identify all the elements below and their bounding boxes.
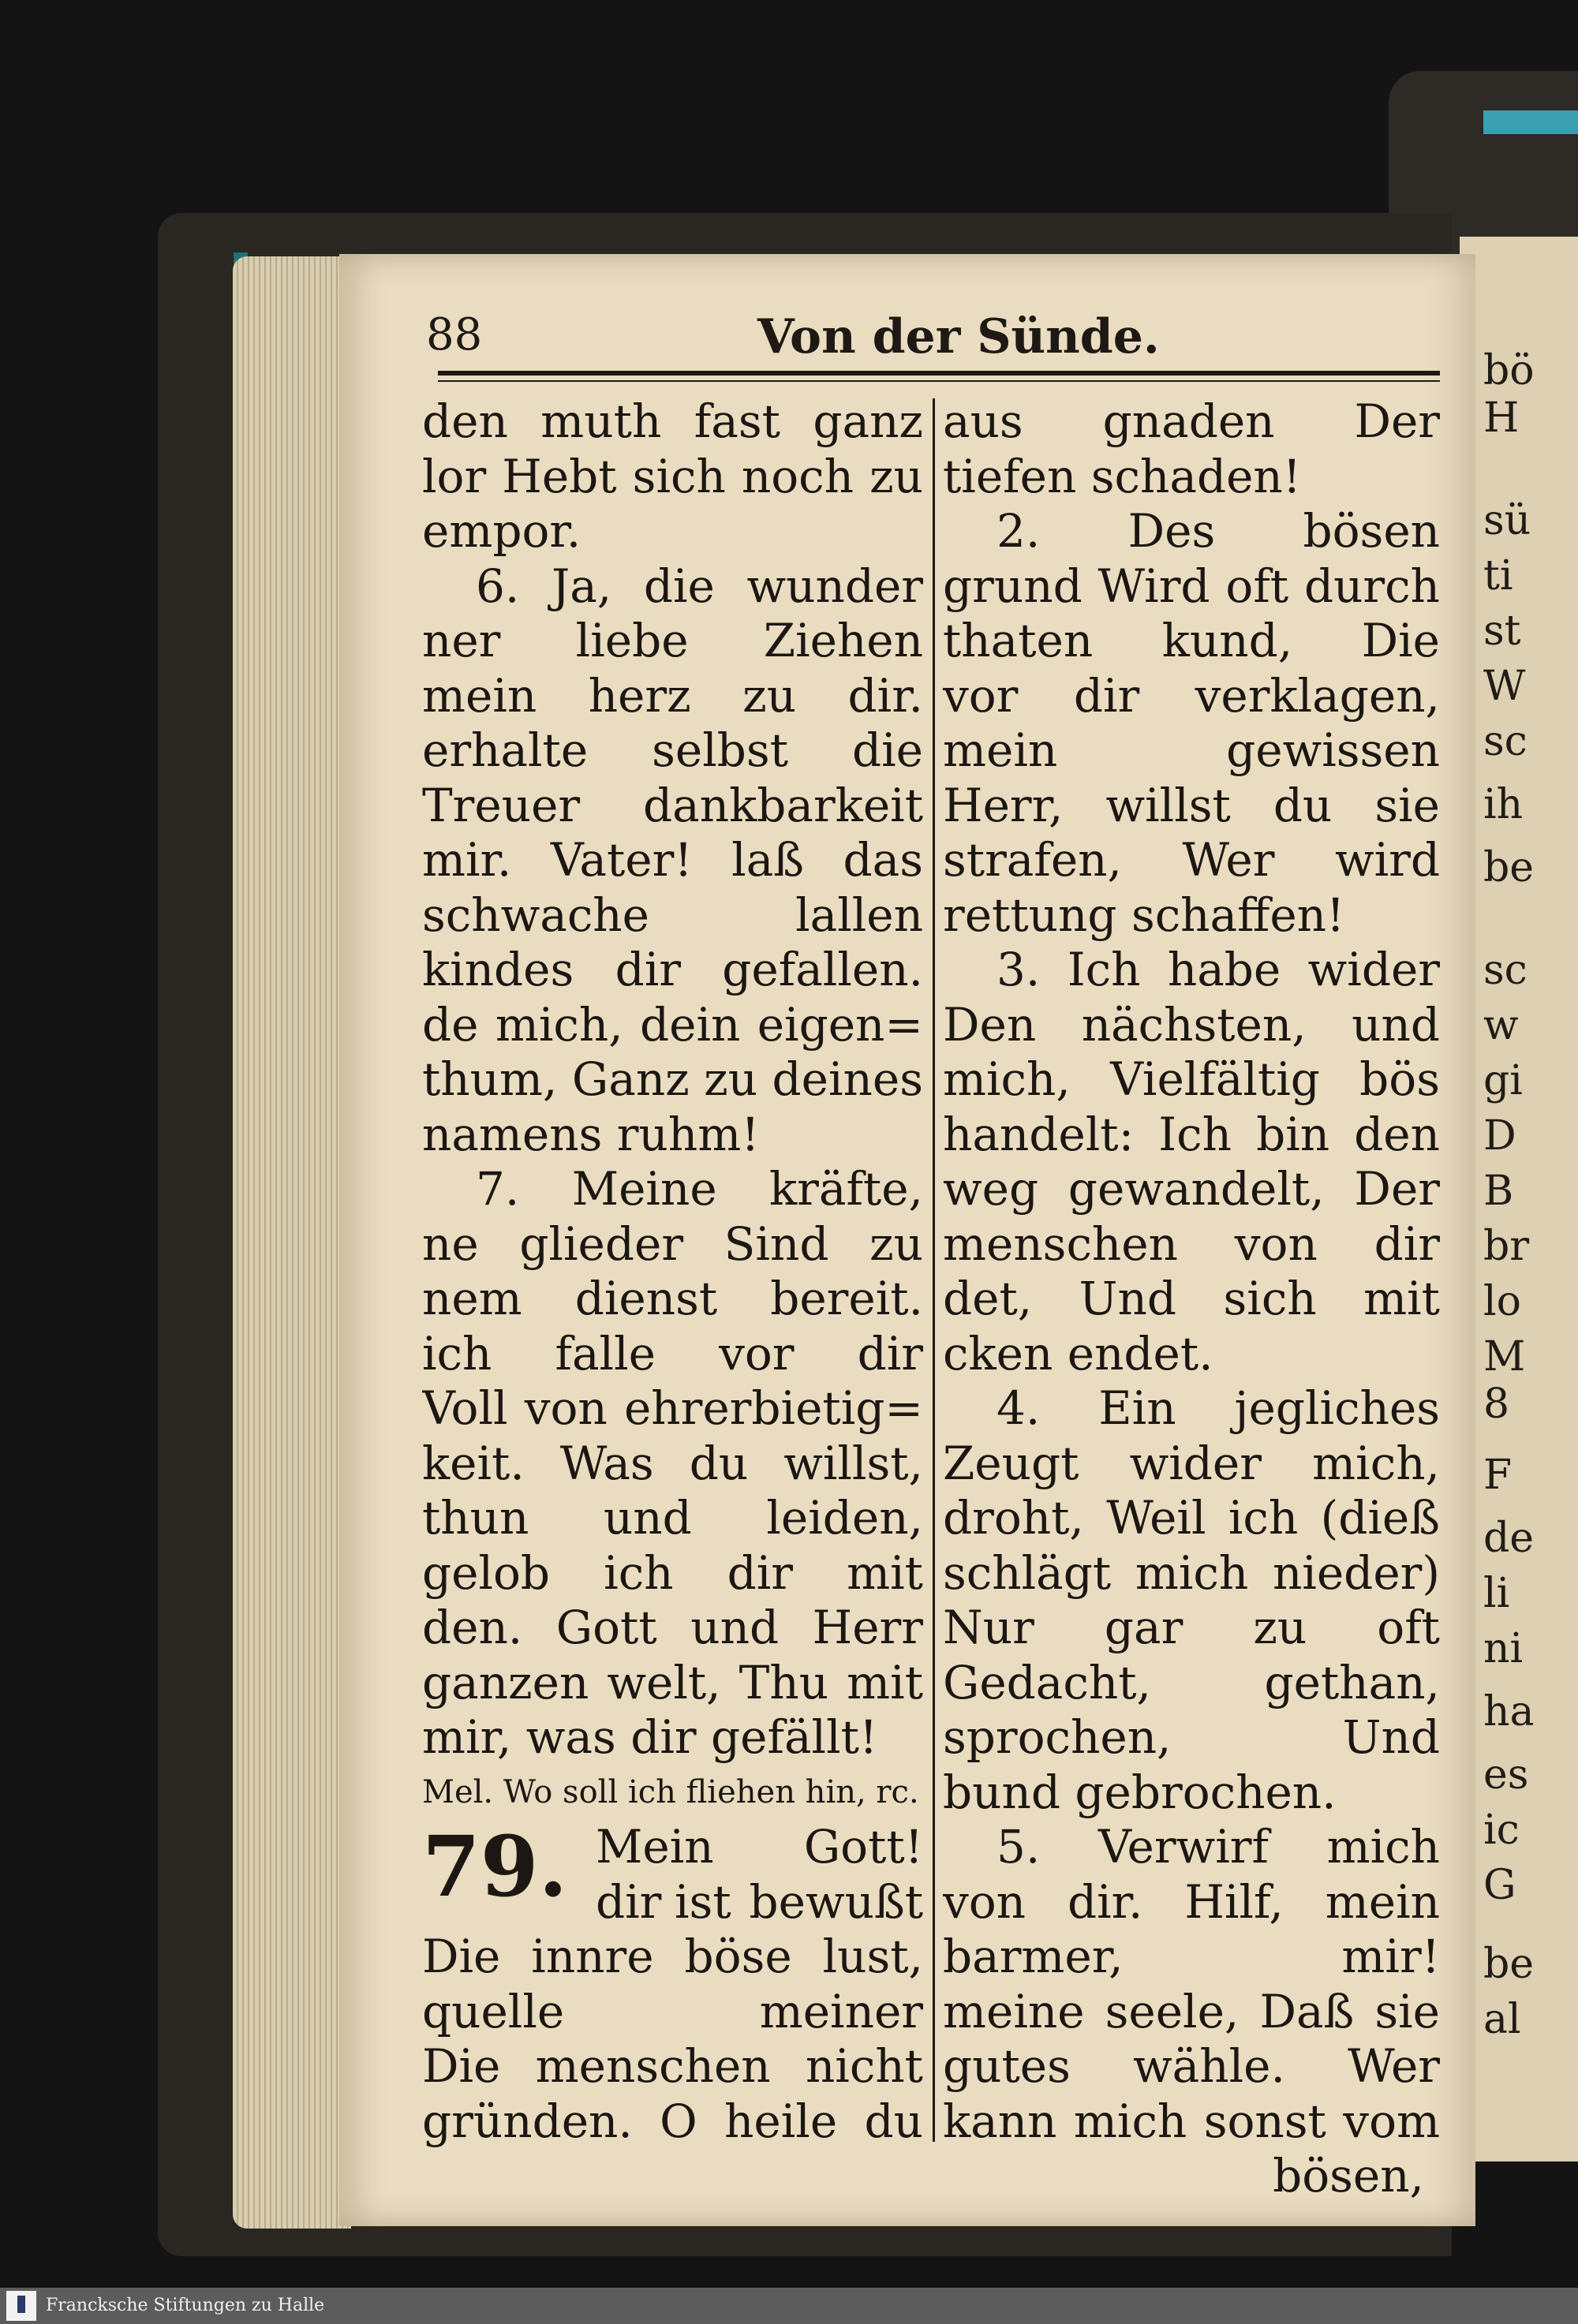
text-line: gelob ich dir mit [422,1545,923,1600]
next-page-fragment: be [1483,1941,1535,1988]
page-number: 88 [426,309,483,361]
text-line: 7. Meine kräfte, [476,1162,923,1216]
next-page-fragment: G [1483,1862,1516,1909]
text-line: gründen. O heile du [422,2094,923,2148]
text-line: grund Wird oft durch [943,559,1440,613]
next-page-fragment: sc [1483,947,1528,994]
text-line: Die menschen nicht [422,2039,923,2093]
adjacent-book-edge [1483,110,1578,134]
right-column [943,394,1440,2204]
text-line: handelt: Ich bin den [943,1107,1440,1161]
next-page-fragment: li [1483,1570,1510,1617]
next-page-fragment: es [1483,1751,1529,1799]
next-page-fragment: br [1483,1223,1530,1270]
running-head: Von der Sünde. [757,309,1160,364]
text-line: Zeugt wider mich, [943,1436,1440,1490]
next-page-fragment: be [1483,844,1535,891]
next-page-fragment: ti [1483,552,1513,600]
text-line: nem dienst bereit. [422,1272,923,1325]
text-line: strafen, Wer wird [943,833,1440,887]
header-rule-thin [438,380,1440,382]
text-line: menschen von dir [943,1216,1440,1271]
header-rule-thick [438,371,1440,376]
next-page-fragment: ic [1483,1807,1520,1854]
text-line: ne glieder Sind zu [422,1216,923,1271]
next-page-fragment: al [1483,1996,1521,2043]
hymn-number: 79. [422,1817,568,1915]
institution-name: Francksche Stiftungen zu Halle [46,2296,325,2315]
institution-logo-icon [6,2291,36,2321]
left-column [422,394,923,2149]
text-line: Herr, willst du sie [943,778,1440,832]
text-line: cken endet. [943,1326,1213,1381]
footer-bar [0,2288,1578,2324]
text-line: Voll von ehrerbietig= [422,1381,923,1435]
text-line: barmer, mir! [943,1930,1440,1983]
next-page-fragment: lo [1483,1278,1521,1325]
text-line: bund gebrochen. [943,1765,1337,1819]
column-divider [933,398,935,2142]
text-line: mein herz zu dir. [422,668,923,723]
text-line: den muth fast ganz [422,394,923,448]
hymn-second-line: ist bewußt [675,1874,923,1929]
text-line: ganzen welt, Thu mit [422,1655,923,1709]
text-line: tiefen schaden! [943,449,1302,503]
text-line: Die innre böse lust, [422,1930,923,1983]
text-line: schlägt mich nieder) [943,1545,1440,1600]
text-line: weg gewandelt, Der [943,1162,1440,1216]
text-line: 4. Ein jegliches [997,1381,1440,1435]
text-line: ner liebe Ziehen [422,614,923,667]
next-page-fragment: de [1483,1515,1535,1562]
next-page-edge [1460,237,1578,2161]
next-page-fragment: D [1483,1112,1516,1160]
text-line: kindes dir gefallen. [422,943,923,996]
text-line: 3. Ich habe wider [997,943,1440,996]
text-line: erhalte selbst die [422,723,923,777]
text-line: droht, Weil ich (dieß [943,1491,1440,1545]
next-page-fragment: W [1483,663,1526,710]
text-line: schwache lallen [422,887,923,942]
next-page-fragment: gi [1483,1057,1523,1104]
text-line: empor. [422,504,581,558]
text-line: ich falle vor dir [422,1326,923,1381]
text-line: von dir. Hilf, mein [943,1874,1440,1929]
text-line: thum, Ganz zu deines [422,1052,923,1106]
next-page-fragment: ih [1483,781,1524,828]
melody-line: Mel. Wo soll ich fliehen hin, rc. [422,1773,919,1810]
next-page-fragment: sü [1483,497,1531,544]
text-line: thaten kund, Die [943,614,1440,667]
next-page-fragment: 8 [1483,1381,1510,1428]
next-page-fragment: M [1483,1333,1526,1381]
hymn-heading [422,1817,923,1930]
text-line: Gedacht, gethan, [943,1655,1440,1709]
next-page-fragment: ni [1483,1625,1524,1672]
text-line: thun und leiden, [422,1491,923,1545]
next-page-fragment: bö [1483,347,1535,394]
page-edges [233,256,351,2229]
text-line: 2. Des bösen [997,504,1440,558]
next-page-fragment: F [1483,1452,1513,1499]
text-line: gutes wähle. Wer [943,2039,1440,2093]
page-header [426,309,1452,372]
text-line: rettung schaffen! [943,887,1345,942]
text-line: namens ruhm! [422,1107,760,1161]
text-line: mich, Vielfältig bös [943,1052,1440,1106]
text-line: den. Gott und Herr [422,1601,923,1654]
next-page-fragment: B [1483,1168,1514,1215]
right-column-text [943,394,1440,2149]
hymn-first-line: Mein Gott! dir [596,1820,923,1929]
next-page-fragment: ha [1483,1688,1535,1736]
left-column-text [422,394,923,1765]
text-line: mein gewissen [943,723,1440,777]
next-page-fragment: H [1483,394,1520,442]
text-line: keit. Was du willst, [422,1436,923,1490]
text-line: 6. Ja, die wunder [476,559,923,613]
text-line: det, Und sich mit [943,1272,1440,1325]
text-line: de mich, dein eigen= [422,997,923,1052]
next-page-fragment: sc [1483,718,1528,765]
next-page-fragment: st [1483,607,1521,655]
hymn-text [422,1930,923,2149]
text-line: sprochen, Und [943,1710,1440,1764]
text-line: aus gnaden Der [943,394,1440,448]
text-line: meine seele, Daß sie [943,1984,1440,2038]
text-line: 5. Verwirf mich [997,1820,1440,1874]
text-line: lor Hebt sich noch zu [422,449,923,503]
text-line: Nur gar zu oft [943,1601,1440,1654]
text-line: vor dir verklagen, [943,668,1440,723]
text-line: Den nächsten, und [943,997,1440,1052]
next-page-fragment: w [1483,1002,1519,1049]
text-line: kann mich sonst vom [943,2094,1440,2148]
text-line: quelle meiner [422,1984,923,2038]
catchword: bösen, [1273,2149,1424,2203]
text-line: mir, was dir gefällt! [422,1710,878,1764]
text-line: mir. Vater! laß das [422,833,923,887]
text-line: Treuer dankbarkeit [422,778,923,832]
